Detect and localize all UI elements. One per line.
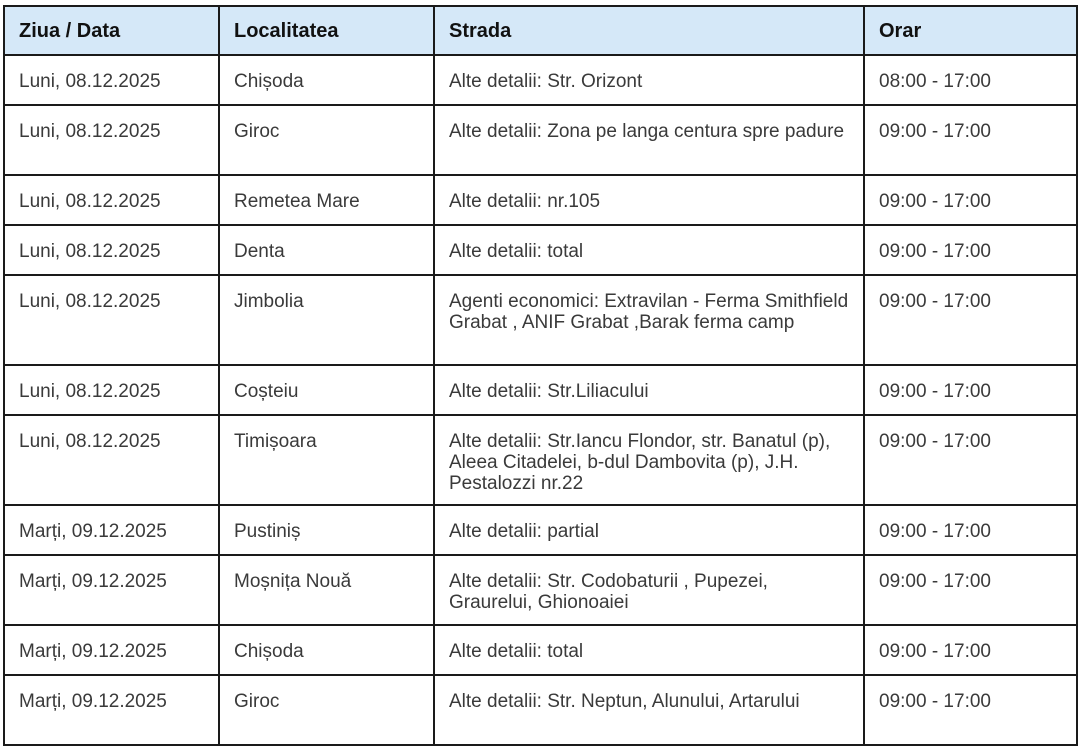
table-row — [4, 675, 1077, 745]
cell-street: Alte detalii: partial — [434, 505, 864, 555]
outage-schedule-table — [3, 5, 1078, 746]
header-date: Ziua / Data — [4, 6, 219, 55]
cell-date: Luni, 08.12.2025 — [4, 365, 219, 415]
table-row — [4, 225, 1077, 275]
table-header-row — [4, 6, 1077, 55]
header-locality: Localitatea — [219, 6, 434, 55]
cell-hours: 09:00 - 17:00 — [864, 175, 1077, 225]
cell-date: Marți, 09.12.2025 — [4, 555, 219, 625]
cell-hours: 09:00 - 17:00 — [864, 105, 1077, 175]
cell-locality: Giroc — [219, 675, 434, 745]
cell-date: Luni, 08.12.2025 — [4, 415, 219, 505]
cell-date: Luni, 08.12.2025 — [4, 175, 219, 225]
cell-hours: 09:00 - 17:00 — [864, 625, 1077, 675]
cell-date: Luni, 08.12.2025 — [4, 105, 219, 175]
cell-hours: 09:00 - 17:00 — [864, 225, 1077, 275]
cell-street: Alte detalii: Str.Liliacului — [434, 365, 864, 415]
header-hours: Orar — [864, 6, 1077, 55]
cell-street: Alte detalii: Str. Codobaturii , Pupezei, Graurelui, Ghionoaiei — [434, 555, 864, 625]
table-row — [4, 415, 1077, 505]
cell-locality: Denta — [219, 225, 434, 275]
cell-street: Alte detalii: Str.Iancu Flondor, str. Banatul (p), Aleea Citadelei, b-dul Dambovita (p), J.H. Pestalozzi nr.22 — [434, 415, 864, 505]
cell-hours: 08:00 - 17:00 — [864, 55, 1077, 105]
table-row — [4, 175, 1077, 225]
cell-street: Alte detalii: total — [434, 625, 864, 675]
table-row — [4, 55, 1077, 105]
table-row — [4, 625, 1077, 675]
cell-date: Luni, 08.12.2025 — [4, 55, 219, 105]
table-row — [4, 555, 1077, 625]
table-row — [4, 105, 1077, 175]
cell-date: Marți, 09.12.2025 — [4, 675, 219, 745]
cell-locality: Timișoara — [219, 415, 434, 505]
cell-street: Alte detalii: total — [434, 225, 864, 275]
cell-hours: 09:00 - 17:00 — [864, 505, 1077, 555]
cell-locality: Coșteiu — [219, 365, 434, 415]
cell-locality: Jimbolia — [219, 275, 434, 365]
cell-street: Alte detalii: Str. Orizont — [434, 55, 864, 105]
cell-date: Marți, 09.12.2025 — [4, 625, 219, 675]
cell-street: Alte detalii: Str. Neptun, Alunului, Artarului — [434, 675, 864, 745]
cell-date: Marți, 09.12.2025 — [4, 505, 219, 555]
cell-locality: Moșnița Nouă — [219, 555, 434, 625]
top-strip — [0, 0, 1080, 4]
cell-locality: Remetea Mare — [219, 175, 434, 225]
cell-street: Alte detalii: nr.105 — [434, 175, 864, 225]
cell-date: Luni, 08.12.2025 — [4, 275, 219, 365]
table-row — [4, 505, 1077, 555]
cell-locality: Giroc — [219, 105, 434, 175]
cell-hours: 09:00 - 17:00 — [864, 365, 1077, 415]
cell-street: Alte detalii: Zona pe langa centura spre padure — [434, 105, 864, 175]
cell-street: Agenti economici: Extravilan - Ferma Smithfield Grabat , ANIF Grabat ,Barak ferma camp — [434, 275, 864, 365]
cell-locality: Chișoda — [219, 625, 434, 675]
table-row — [4, 365, 1077, 415]
cell-hours: 09:00 - 17:00 — [864, 675, 1077, 745]
cell-locality: Chișoda — [219, 55, 434, 105]
table-row — [4, 275, 1077, 365]
cell-locality: Pustiniș — [219, 505, 434, 555]
cell-hours: 09:00 - 17:00 — [864, 415, 1077, 505]
header-street: Strada — [434, 6, 864, 55]
cell-hours: 09:00 - 17:00 — [864, 555, 1077, 625]
cell-date: Luni, 08.12.2025 — [4, 225, 219, 275]
cell-hours: 09:00 - 17:00 — [864, 275, 1077, 365]
